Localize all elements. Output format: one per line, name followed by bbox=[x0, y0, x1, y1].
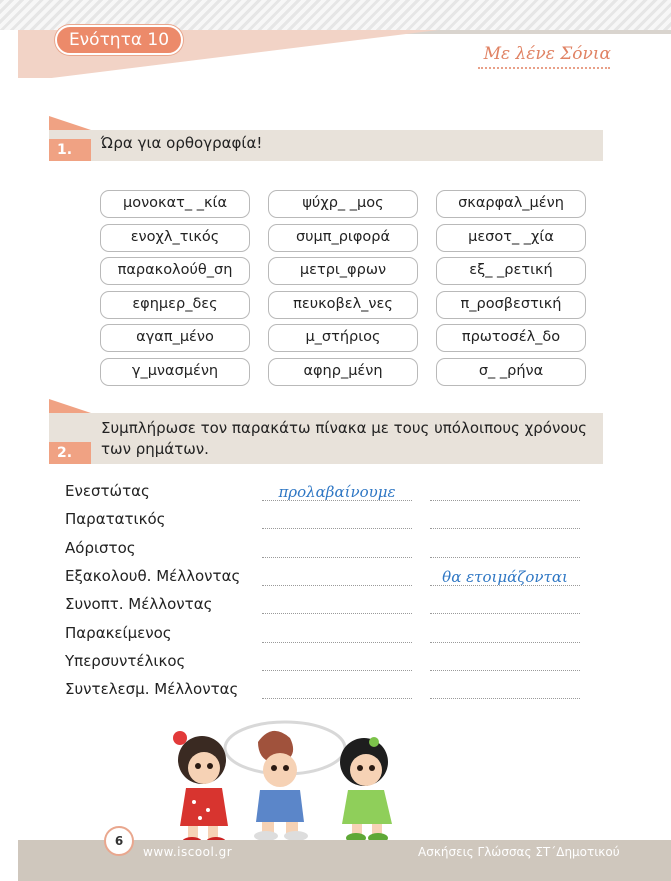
tense-label: Παρακείμενος bbox=[65, 623, 172, 642]
spelling-word-box: εξ_ _ρετική bbox=[436, 257, 586, 285]
tense-label: Ενεστώτας bbox=[65, 482, 150, 500]
spelling-word-box: ενοχλ_τικός bbox=[100, 224, 250, 252]
spelling-word-box: παρακολούθ_ση bbox=[100, 257, 250, 285]
answer-line[interactable] bbox=[430, 641, 580, 643]
spelling-word-box: μ_στήριος bbox=[268, 324, 418, 352]
tense-label: Εξακολουθ. Μέλλοντας bbox=[65, 566, 241, 585]
exercise-1-tab bbox=[49, 116, 91, 130]
answer-line[interactable] bbox=[430, 499, 580, 501]
spelling-word-box: συμπ_ριφορά bbox=[268, 224, 418, 252]
unit-label: Ενότητα 10 bbox=[55, 25, 183, 55]
answer-line[interactable] bbox=[430, 527, 580, 529]
exercise-1-instruction: Ώρα για ορθογραφία! bbox=[101, 134, 263, 152]
spelling-word-box: αφηρ_μένη bbox=[268, 358, 418, 386]
spelling-word-box: μεσοτ_ _χία bbox=[436, 224, 586, 252]
answer-line[interactable] bbox=[262, 669, 412, 671]
page-number: 6 bbox=[104, 826, 134, 856]
answer-line[interactable] bbox=[430, 697, 580, 699]
spelling-word-box: γ_μνασμένη bbox=[100, 358, 250, 386]
tense-label: Συνοπτ. Μέλλοντας bbox=[65, 595, 213, 614]
spelling-word-box: μονοκατ_ _κία bbox=[100, 190, 250, 218]
spelling-word-box: πευκοβελ_νες bbox=[268, 291, 418, 319]
spelling-word-box: πρωτοσέλ_δο bbox=[436, 324, 586, 352]
kids-jump-rope-illustration bbox=[150, 718, 420, 848]
tense-label: Αόριστος bbox=[65, 538, 136, 557]
exercise-2-tab bbox=[49, 399, 91, 413]
answer-line[interactable] bbox=[262, 612, 412, 614]
answer-line[interactable] bbox=[430, 669, 580, 671]
story-title-underline bbox=[478, 67, 610, 69]
exercise-1-number: 1. bbox=[49, 139, 91, 161]
footer-website: www.iscool.gr bbox=[143, 845, 233, 859]
answer-line[interactable] bbox=[262, 527, 412, 529]
spelling-word-box: σκαρφαλ_μένη bbox=[436, 190, 586, 218]
answer-line[interactable] bbox=[262, 584, 412, 586]
exercise-2-header bbox=[49, 413, 603, 464]
exercise-2-instruction-line2: των ρημάτων. bbox=[101, 440, 209, 458]
spelling-word-box: εφημερ_δες bbox=[100, 291, 250, 319]
spelling-word-box: π_ροσβεστική bbox=[436, 291, 586, 319]
tense-label: Παρατατικός bbox=[65, 510, 166, 529]
tense-label: Υπερσυντέλικος bbox=[65, 651, 186, 670]
story-title: Με λένε Σόνια bbox=[483, 44, 611, 64]
answer-text: θα ετοιμάζονται bbox=[442, 567, 568, 586]
footer-book-title: Ασκήσεις Γλώσσας ΣΤ΄Δημοτικού bbox=[418, 845, 620, 859]
spelling-word-box: αγαπ_μένο bbox=[100, 324, 250, 352]
answer-line[interactable] bbox=[262, 556, 412, 558]
spelling-word-box: ψύχρ_ _μος bbox=[268, 190, 418, 218]
answer-line[interactable] bbox=[262, 697, 412, 699]
exercise-2-number: 2. bbox=[49, 442, 91, 464]
exercise-1-header bbox=[49, 130, 603, 161]
answer-line[interactable] bbox=[262, 641, 412, 643]
tense-label: Συντελεσμ. Μέλλοντας bbox=[65, 680, 239, 699]
answer-line[interactable] bbox=[430, 612, 580, 614]
spelling-word-box: μετρι_φρων bbox=[268, 257, 418, 285]
answer-text: προλαβαίνουμε bbox=[278, 483, 396, 501]
answer-line[interactable] bbox=[430, 556, 580, 558]
spelling-word-box: σ_ _ρήνα bbox=[436, 358, 586, 386]
exercise-2-instruction-line1: Συμπλήρωσε τον παρακάτω πίνακα με τους υπόλοιπους χρόνους bbox=[101, 419, 587, 437]
